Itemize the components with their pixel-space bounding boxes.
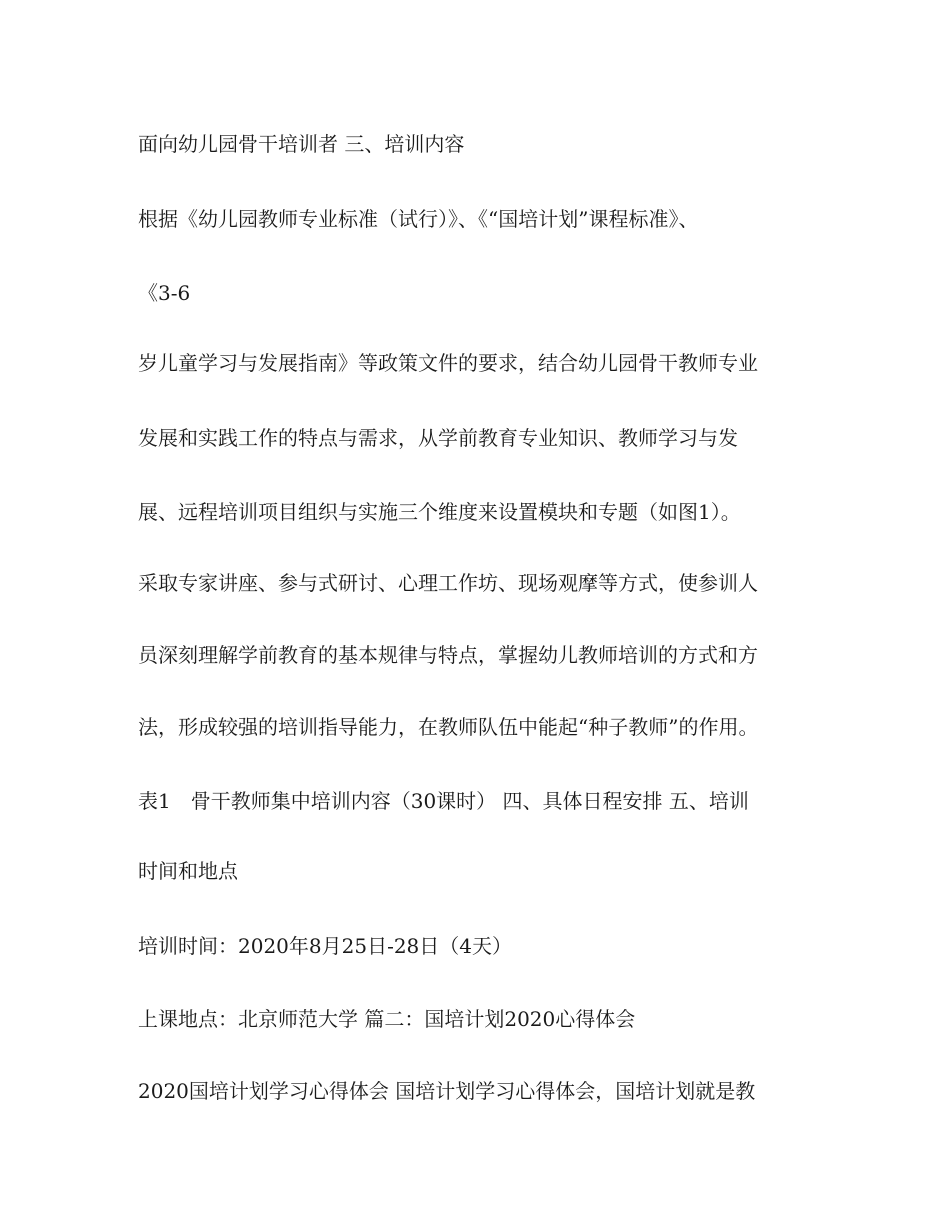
text-line: 时间和地点 — [138, 859, 238, 883]
text-line: 法，形成较强的培训指导能力，在教师队伍中能起“种子教师”的作用。 — [138, 715, 759, 739]
text-line: 展、远程培训项目组织与实施三个维度来设置模块和专题（如图1）。 — [138, 500, 741, 524]
text-line: 上课地点：北京师范大学 篇二：国培计划2020心得体会 — [138, 1007, 636, 1031]
text-line: 岁儿童学习与发展指南》等政策文件的要求，结合幼儿园骨干教师专业 — [138, 351, 758, 375]
text-line: 《3-6 — [138, 281, 191, 305]
text-line: 采取专家讲座、参与式研讨、心理工作坊、现场观摩等方式，使参训人 — [138, 571, 758, 595]
text-line: 表1 骨干教师集中培训内容（30课时） 四、具体日程安排 五、培训 — [138, 789, 749, 813]
text-line: 根据《幼儿园教师专业标准（试行）》、《“国培计划”课程标准》、 — [138, 207, 699, 231]
text-line: 面向幼儿园骨干培训者 三、培训内容 — [138, 132, 465, 156]
text-line: 培训时间：2020年8月25日-28日（4天） — [138, 934, 513, 958]
text-line: 2020国培计划学习心得体会 国培计划学习心得体会，国培计划就是教 — [138, 1079, 756, 1103]
text-line: 员深刻理解学前教育的基本规律与特点，掌握幼儿教师培训的方式和方 — [138, 643, 758, 667]
text-line: 发展和实践工作的特点与需求，从学前教育专业知识、教师学习与发 — [138, 426, 738, 450]
